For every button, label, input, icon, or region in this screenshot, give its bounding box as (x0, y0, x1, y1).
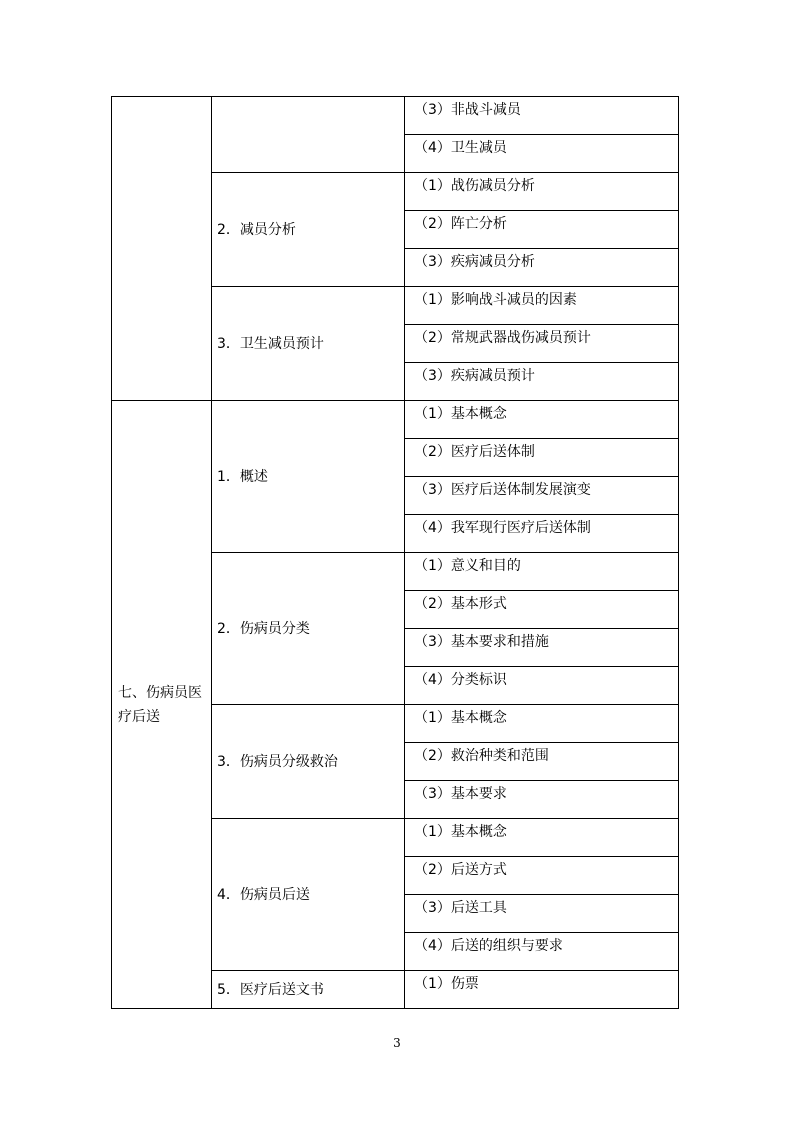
item-cell: （2）医疗后送体制 (405, 439, 679, 477)
page-number: 3 (393, 1036, 401, 1050)
topic-cell (212, 97, 405, 173)
table-row (112, 401, 679, 439)
topic-cell: 2．伤病员分类 (212, 553, 405, 705)
topic-cell: 3．伤病员分级救治 (212, 705, 405, 819)
item-cell: （3）医疗后送体制发展演变 (405, 477, 679, 515)
item-cell: （1）基本概念 (405, 705, 679, 743)
topic-cell: 2．减员分析 (212, 173, 405, 287)
outline-table (111, 96, 679, 1009)
section-cell: 七、伤病员医疗后送 (112, 401, 212, 1009)
item-cell: （2）阵亡分析 (405, 211, 679, 249)
item-cell: （4）分类标识 (405, 667, 679, 705)
item-cell: （4）我军现行医疗后送体制 (405, 515, 679, 553)
item-cell: （3）疾病减员分析 (405, 249, 679, 287)
item-cell: （3）基本要求和措施 (405, 629, 679, 667)
item-cell: （1）伤票 (405, 971, 679, 1009)
item-cell: （3）非战斗减员 (405, 97, 679, 135)
topic-cell: 3．卫生减员预计 (212, 287, 405, 401)
outline-table-body (112, 97, 679, 1009)
item-cell: （4）后送的组织与要求 (405, 933, 679, 971)
item-cell: （1）意义和目的 (405, 553, 679, 591)
item-cell: （1）基本概念 (405, 401, 679, 439)
item-cell: （3）基本要求 (405, 781, 679, 819)
item-cell: （3）后送工具 (405, 895, 679, 933)
item-cell: （1）战伤减员分析 (405, 173, 679, 211)
item-cell: （2）救治种类和范围 (405, 743, 679, 781)
item-cell: （1）影响战斗减员的因素 (405, 287, 679, 325)
item-cell: （1）基本概念 (405, 819, 679, 857)
section-cell (112, 97, 212, 401)
item-cell: （2）基本形式 (405, 591, 679, 629)
table-row (112, 97, 679, 135)
item-cell: （4）卫生减员 (405, 135, 679, 173)
item-cell: （3）疾病减员预计 (405, 363, 679, 401)
topic-cell: 1．概述 (212, 401, 405, 553)
topic-cell: 5．医疗后送文书 (212, 971, 405, 1009)
topic-cell: 4．伤病员后送 (212, 819, 405, 971)
item-cell: （2）后送方式 (405, 857, 679, 895)
item-cell: （2）常规武器战伤减员预计 (405, 325, 679, 363)
